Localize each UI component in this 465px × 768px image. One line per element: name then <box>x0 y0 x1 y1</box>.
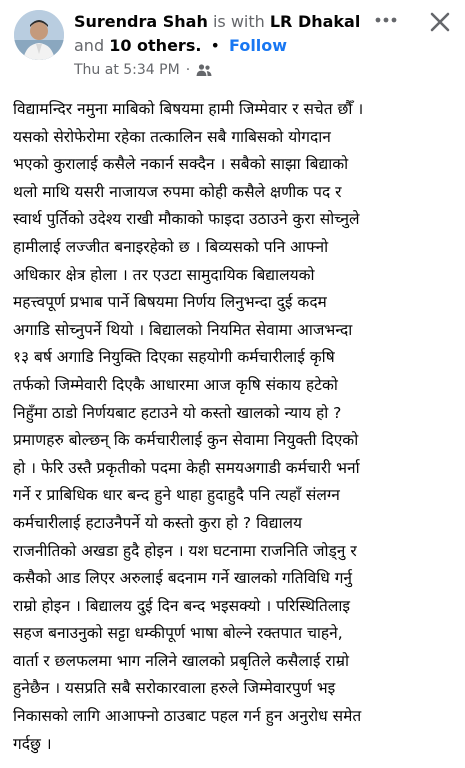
post-line: यसको सेरोफेरोमा रहेका तत्कालिन सबै गाबिसको योगदान <box>13 127 331 146</box>
author-name[interactable]: Surendra Shah <box>74 12 208 31</box>
with-text: is with <box>212 12 265 31</box>
friends-icon <box>196 63 212 77</box>
post-line: हो । फेरि उस्तै प्रकृतीको पदमा केही समयअगाडी कर्मचारी भर्ना <box>13 458 360 477</box>
tagged-person[interactable]: LR Dhakal <box>269 12 361 31</box>
more-icon <box>375 17 397 23</box>
others-link[interactable]: 10 others <box>109 36 196 55</box>
post-line: गर्ने र प्राबिधिक धार बन्द हुने थाहा हुदाहुदै पनि त्यहाँ संलग्न <box>13 486 340 505</box>
post-line: विद्यामन्दिर नमुना माबिको बिषयमा हामी जिम्मेवार र सचेत छौँ । <box>13 100 364 118</box>
post-line: तर्फको जिम्मेवारी दिएकै आधारमा आज कृषि संकाय हटेको <box>13 375 338 394</box>
post-line: वार्ता र छलफलमा भाग नलिने खालको प्रबृतिले कसैलाई राम्रो <box>13 651 350 670</box>
post-line: महत्त्वपूर्ण प्रभाब पार्ने बिषयमा निर्णय लिनुभन्दा दुई कदम <box>13 293 327 312</box>
post-line: राम्रो होइन । बिद्यालय दुई दिन बन्द भइसक्यो । परिस्थितिलाइ <box>13 596 350 615</box>
post-header <box>0 0 465 92</box>
post-text <box>13 96 457 758</box>
close-icon <box>429 11 451 33</box>
post-line: भएको कुरालाई कसैले नकार्न सक्दैन । सबैको साझा बिद्याको <box>13 155 349 174</box>
timestamp[interactable]: Thu at 5:34 PM <box>74 62 180 78</box>
post-line: थलो माथि यसरी नाजायज रुपमा कोही कसैले क्षणीक पद र <box>13 182 342 201</box>
avatar[interactable] <box>14 10 64 60</box>
post-line: कर्मचारीलाई हटाउनैपर्ने यो कस्तो कुरा हो ? विद्यालय <box>13 513 302 532</box>
post-line: अगाडि सोच्नुपर्ने थियो । बिद्यालको नियमित सेवामा आजभन्दा <box>13 320 353 339</box>
post-line: कसैको आड लिएर अरुलाई बदनाम गर्ने खालको गतिविधि गर्नु <box>13 569 353 588</box>
close-button[interactable] <box>424 6 456 38</box>
post-line: स्वार्थ पुर्तिको उदेश्य राखी मौकाको फाइदा उठाउने कुरा सोच्नुले <box>13 210 360 229</box>
post-meta <box>74 61 212 79</box>
post-line: सहज बनाउनुको सट्टा धम्कीपूर्ण भाषा बोल्ने रक्तपात चाहने, <box>13 624 343 643</box>
post-line: हामीलाई लज्जीत बनाइरहेको छ । बिव्यसको पनि आफ्नो <box>13 237 329 256</box>
follow-button[interactable]: Follow <box>229 36 288 55</box>
post-line: अधिकार क्षेत्र होला । तर एउटा सामुदायिक बिद्यालयको <box>13 265 315 284</box>
more-button[interactable] <box>370 8 402 32</box>
and-text: and <box>74 36 105 55</box>
post-line: हुनेछैन । यसप्रति सबै सरोकारवाला हरुले जिम्मेवारपुर्ण भइ <box>13 679 336 698</box>
profile-photo <box>14 10 64 60</box>
meta-separator: · <box>185 62 191 78</box>
post-line: प्रमाणहरु बोल्छन् कि कर्मचारीलाई कुन सेवामा नियुक्ती दिएको <box>13 431 359 450</box>
separator-dot: • <box>210 36 220 55</box>
post-line: १३ बर्ष अगाडि नियुक्ति दिएका सहयोगी कर्मचारीलाई कृषि <box>13 348 335 367</box>
post-line: राजनीतिको अखडा हुदै होइन । यश घटनामा राजनिति जोड्नु र <box>13 541 357 560</box>
post-line: गर्दछु । <box>13 734 52 753</box>
post-line: निकासको लागि आआफ्नो ठाउबाट पहल गर्न हुन अनुरोध समेत <box>13 707 362 726</box>
author-line: Surendra Shah is with LR Dhakal and 10 others. • Follow <box>74 12 361 55</box>
post-line: निहुँमा ठाडो निर्णयबाट हटाउने यो कस्तो खालको न्याय हो ? <box>13 403 342 422</box>
